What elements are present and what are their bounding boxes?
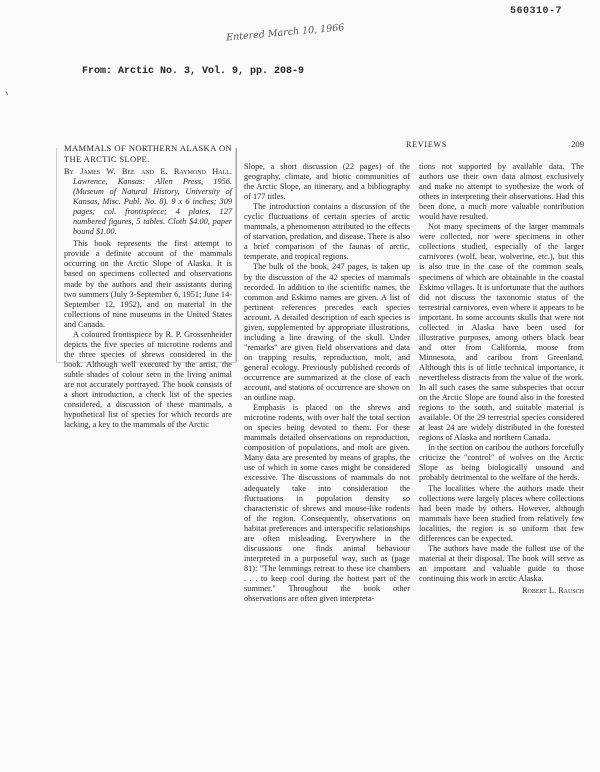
publisher-info: Lawrence, Kansas: Allen Press, 1956. (Museum of Natural History, University of Kansas, Misc. Publ. No. 8). 9 x 6 inches; 309 pages; col. frontispiece; 4 plates, 127 numbered figures, 5 tables. Cloth $4.00, paper bound $1.00. (73, 177, 232, 237)
paragraph: This book represents the first attempt to provide a definite account of the mammals occurring on the Arctic Slope of Alaska. It is based on specimens collected and observations made by the authors and their assistants during two summers (July 3-September 6, 1951; June 14-September 12, 1952), and on material in the collections of nine museums in the United States and Canada. (64, 239, 232, 329)
paragraph: In the section on caribou the authors forcefully criticize the "control" of wolves on the Arctic Slope as being biologically unsound and probably detrimental to the welfare of the herds. (419, 443, 584, 483)
source-citation: From: Arctic No. 3, Vol. 9, pp. 208-9 (82, 66, 305, 77)
citation-by: By (64, 167, 74, 176)
review-column-2 (244, 162, 410, 604)
review-title: MAMMALS OF NORTHERN ALASKA ON THE ARCTIC SLOPE. (64, 143, 232, 164)
paragraph: The introduction contains a discussion of the cyclic fluctuations of certain species of arctic mammals, a phenomenon attributed to the effects of starvation, predation, and disease. There is also a brief comparison of the faunas of arctic, temperate, and tropical regions. (244, 202, 410, 262)
paragraph: A coloured frontispiece by R. P. Grossenheider depicts the five species of microtine rodents and the three species of shrews considered in the book. Although well executed by the artist, the subtle shades of colour seen in the living animal are not accurately portrayed. The book consists of a short introduction, a check list of the species considered, a discussion of these mammals, a hypothetical list of species for which records are lacking, a key to the mammals of the Arctic (64, 329, 232, 430)
paragraph: The localities where the authors made their collections were largely places where collections had been made by others. However, although mammals have been studied from relatively few localities, the region is so uniform that few differences can be expected. (419, 483, 584, 543)
paragraph: The bulk of the book, 247 pages, is taken up by the discussion of the 42 species of mammals recorded. In addition to the scientific names, the common and Eskimo names are given. A list of pertinent references precedes each species account. A detailed description of each species is given, supplemented by appropriate illustrations, including a line drawing of the skull. Under "remarks" are given field observations and data on trapping results, reproduction, molt, and general ecology. Previously published records of occurrence are summarized at the close of each account, and stations of occurrence are shown on an outline map. (244, 262, 410, 403)
review-column-1 (64, 143, 232, 430)
book-authors: James W. Bee and E. Raymond Hall. (80, 167, 232, 176)
paragraph: tions not supported by available data. The authors use their own data almost exclusively and make no attempt to synthesize the work of others in interpreting their observations. Had this been done, a much more valuable contribution would have resulted. (419, 162, 584, 222)
paragraph: Emphasis is placed on the shrews and microtine rodents, with over half the total section on species being devoted to them. For these mammals detailed observations on reproduction, composition of populations, and molt are given. Many data are presented by means of graphs, the use of which in some cases might be considered excessive. The discussions of mammals do not adequately take into consideration the fluctuations in population density so characteristic of shrews and mouse-like rodents of the region. Consequently, observations on habitat preferences and interspecific relationships are often misleading. Everywhere in the discussions one finds animal behaviour interpreted in a purposeful way, such as (page 81): "The lemmings retreat to these ice chambers . . . to keep cool during the hottest part of the summer." Throughout the book other observations are often given interpreta- (244, 403, 410, 604)
book-citation (64, 167, 232, 237)
column-rule (236, 148, 237, 362)
paragraph: The authors have made the fullest use of the material at their disposal. The book will serve as an important and valuable guide to those continuing this work in arctic Alaska. (419, 543, 584, 583)
page-number: 209 (571, 139, 584, 149)
margin-mark (5, 89, 11, 95)
running-header: REVIEWS (406, 140, 448, 149)
paragraph: Not many specimens of the larger mammals were collected, nor were specimens in other collections studied, especially of the larger carnivores (wolf, bear, wolverine, etc.), but this is also true in the case of the common seals, specimens of which are obtainable in the coastal Eskimo villages. It is unfortunate that the authors did not discuss the taxonomic status of the terrestrial carnivores, even where it appears to be important. In some accounts skulls that were not collected in Alaska have been used for illustrative purposes, among others black bear and otter from California, moose from Minnesota, and caribou from Greenland. Although this is of little technical importance, it nevertheless distracts from the value of the work. In all such cases the same subspecies that occur on the Arctic Slope are found also in the forested regions to the south, and suitable material is available. Of the 29 terrestrial species considered at least 24 are widely distributed in the forested regions of Alaska and northern Canada. (419, 222, 584, 443)
accession-number: 560310-7 (510, 6, 563, 17)
reviewer-signature: Robert L. Rausch (521, 585, 584, 595)
paragraph: Slope, a short discussion (22 pages) of the geography, climate, and biotic communities of the Arctic Slope, an itinerary, and a bibliography of 177 titles. (244, 162, 410, 202)
review-column-3 (419, 162, 584, 596)
entered-date-note: Entered March 10, 1966 (225, 22, 345, 44)
